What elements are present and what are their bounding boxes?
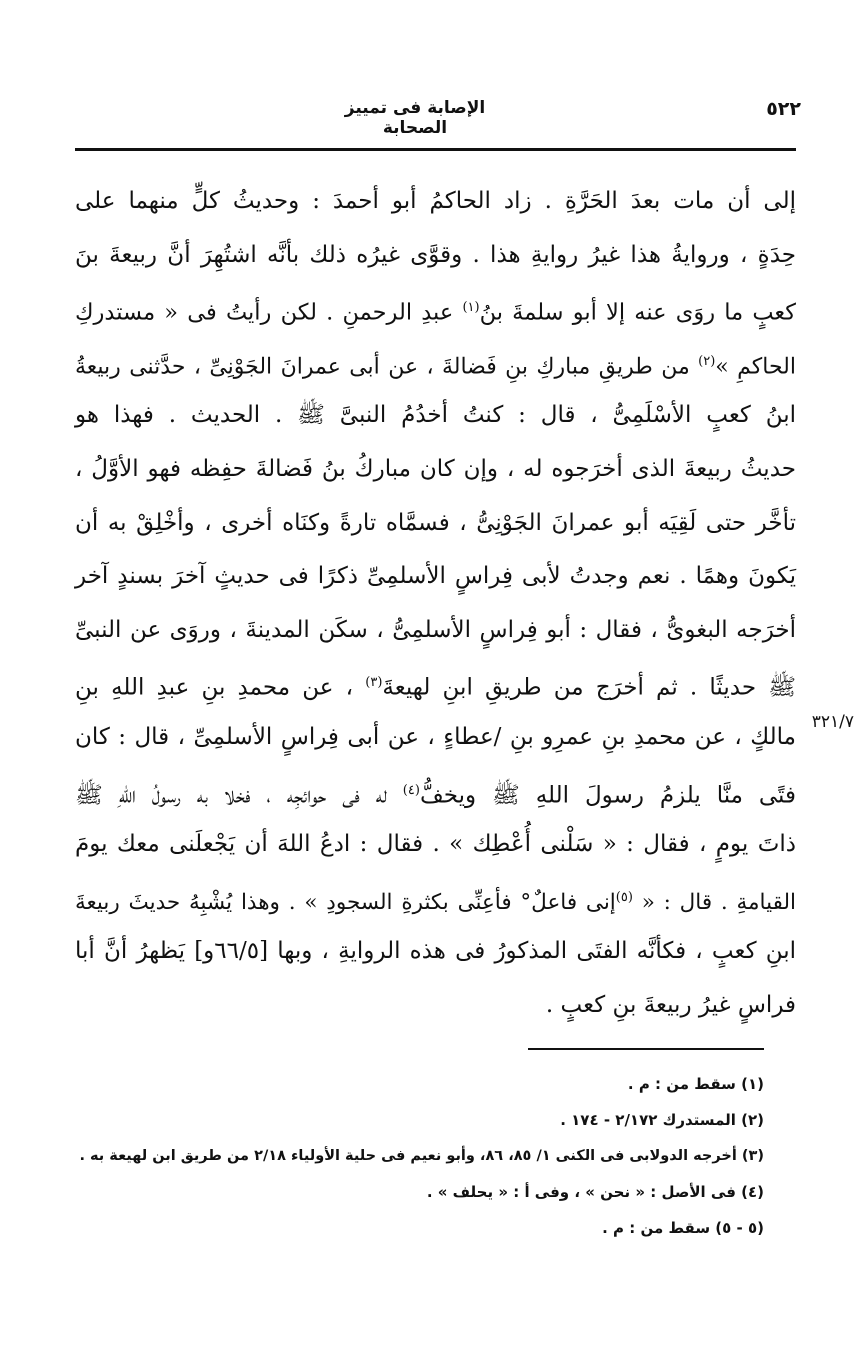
text-line (75, 764, 796, 818)
line-text: إلى أن مات بعدَ الحَرَّةِ . زاد الحاكمُ أبو أحمدَ : وحديثُ كلٍّ منهما على (75, 188, 796, 214)
line-text: القيامةِ . قال : « (632, 889, 797, 915)
line-text: ذاتَ يومٍ ، فقال : « سَلْنى أُعْطِك » . فقال : ادعُ اللهَ أن يَجْعلَنى معك يومَ (75, 831, 796, 858)
footnote-rule (528, 1048, 764, 1050)
line-text-continued: عبدِ الرحمنِ . لكن رأيتُ فى « مستدركِ (75, 299, 463, 326)
line-text-continued: من طريقِ مباركِ بنِ فَضالةَ ، عن أبى عمرانَ الجَوْنِىِّ ، حدَّثنى ربيعةُ (75, 354, 699, 380)
line-text: يَكونَ وهمًا . نعم وجدتُ لأبى فِراسٍ الأسلمِىِّ ذكرًا فى حديثٍ آخرَ بسندٍ آخر (75, 563, 796, 590)
text-line (75, 281, 796, 335)
line-text: كعبٍ ما روَى عنه إلا أبو سلمةَ بنُ (479, 299, 797, 326)
text-line (75, 549, 796, 603)
line-text: ﷺ حديثًا . ثم أخرَج من طريقِ ابنِ لهيعةَ (382, 675, 796, 702)
footnote: (٥ - ٥) سقط من : م . (602, 1219, 764, 1237)
footnote: (٣) أخرجه الدولابى فى الكنى ١/ ٨٥، ٨٦، وأبو نعيم فى حلية الأولياء ٢/١٨ من طريق ابن لهيعة به . (79, 1148, 764, 1164)
text-line (75, 924, 796, 978)
text-line (75, 388, 796, 442)
text-line (75, 817, 796, 871)
text-line (75, 228, 796, 282)
line-text-continued: ، عن محمدِ بنِ عبدِ اللهِ بنِ (75, 675, 366, 702)
line-text: ابنِ كعبٍ ، فكأنَّه الفتَى المذكورُ فى هذه الروايةِ ، وبها [٦٦/٥و] يَظهرُ أنَّ أبا (75, 938, 797, 965)
line-text: مالكٍ ، عن محمدِ بنِ عمرِو بنِ /عطاءٍ ، عن أبى فِراسٍ الأسلمِىِّ ، قال : كان (75, 724, 796, 750)
line-text: حديثُ ربيعةَ الذى أخرَجوه له ، وإن كان مباركُ بنُ فَضالةَ حفِظه فهو الأوَّلُ ، (75, 456, 796, 482)
footnote-marker: (٤) (402, 782, 420, 798)
margin-note: ٣٢١/٧ (811, 712, 854, 732)
footnote: (٢) المستدرك ٢/١٧٢ - ١٧٤ . (560, 1111, 764, 1129)
text-line (75, 978, 796, 1032)
text-line (75, 656, 796, 710)
text-line (75, 174, 796, 228)
footnote: (١) سقط من : م . (627, 1075, 764, 1093)
line-text: فراسٍ غيرُ ربيعةَ بنِ كعبٍ . (545, 992, 796, 1018)
line-text-continued: إنى فاعلٌ° فأعِنِّى بكثرةِ السجودِ » . وهذا يُشْبِهُ حديثَ ربيعةَ (75, 889, 616, 915)
header-rule (75, 148, 796, 151)
line-text: حِدَةٍ ، وروايةُ هذا غيرُ روايةِ هذا . وقوَّى غيرُه ذلك بأنَّه اشتُهِرَ أنَّ ربيعةَ بنَ (75, 241, 796, 268)
line-text: تأخَّر حتى لَقِيَه أبو عمرانَ الجَوْنِىُّ ، فسمَّاه تارةً وكنَاه أخرى ، وأخْلِقْ به أن (75, 509, 796, 536)
text-line (75, 710, 796, 764)
footnote-marker: (١) (462, 300, 480, 316)
footnote-marker: (٥) (615, 889, 633, 905)
line-text: فتًى منَّا يلزمُ رسولَ اللهِ ﷺ ويخفُّ (419, 782, 796, 809)
text-line (75, 442, 796, 496)
text-line (75, 496, 796, 550)
line-text: الحاكمِ » (715, 354, 796, 380)
line-text-continued: له فى حوائجِه ، فخلا به رسولُ اللهِ ﷺ (75, 782, 403, 809)
line-text: ابنُ كعبٍ الأسْلَمِىُّ ، قال : كنتُ أخدُمُ النبىَّ ﷺ . الحديث . فهذا هو (75, 402, 796, 429)
line-text: أخرَجه البغوىُّ ، فقال : أبو فِراسٍ الأسلمِىُّ ، سكَن المدينةَ ، وروَى عن النبىِّ (75, 616, 796, 643)
text-line (75, 335, 796, 389)
footnote-marker: (٣) (365, 675, 383, 691)
footnote-marker: (٢) (698, 353, 716, 369)
text-line (75, 871, 796, 925)
running-header-title: الإصابة فى تمييز الصحابة (344, 98, 486, 138)
footnote: (٤) فى الأصل : « نحن » ، وفى أ : « يحلف » . (426, 1183, 764, 1201)
text-line (75, 603, 796, 657)
page-number: ٥٢٢ (766, 98, 801, 120)
